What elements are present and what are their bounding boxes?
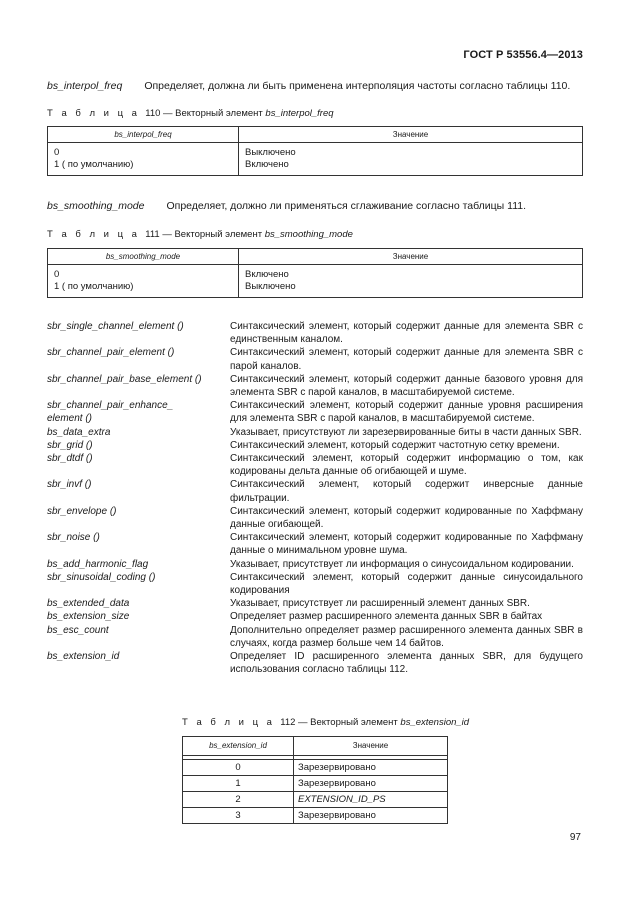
definition-row (47, 426, 583, 439)
definition-desc: Синтаксический элемент, который содержит данные уровня расширения для элемента SBR с парой каналов, в масштабируемой системе. (230, 400, 583, 425)
value-cell: Зарезервировано (294, 808, 448, 824)
definition-row (47, 531, 583, 557)
value-cell: Зарезервировано (294, 776, 448, 792)
header-cell-value: Значение (239, 127, 583, 143)
definition-desc: Указывает, присутствуют ли зарезервированные биты в части данных SBR. (230, 426, 582, 438)
definition-row (47, 439, 583, 452)
definition-term: sbr_envelope () (47, 505, 117, 517)
definition-term: sbr_channel_pair_base_element () (47, 373, 202, 385)
definition-desc: Синтаксический элемент, который содержит частотную сетку времени. (230, 439, 560, 451)
table-row (183, 792, 448, 808)
table-110 (47, 126, 583, 176)
definition-row (47, 597, 583, 610)
term-bs-interpol-freq (47, 80, 570, 92)
header-cell-value: Значение (239, 249, 583, 265)
definition-desc: Определяет ID расширенного элемента данных SBR, для будущего использования согласно таблицы 112. (230, 651, 583, 676)
definition-desc: Синтаксический элемент, который содержит информацию о том, как кодированы дельта данные об огибающей и шуме. (230, 453, 583, 478)
definition-row (47, 505, 583, 531)
standard-header: ГОСТ Р 53556.4—2013 (463, 49, 583, 61)
id-cell: 1 (183, 776, 294, 792)
id-cell: 3 (183, 808, 294, 824)
table-header-row (183, 737, 448, 756)
header-cell-name: bs_smoothing_mode (48, 249, 239, 265)
definition-term: sbr_single_channel_element () (47, 321, 184, 332)
definition-row (47, 571, 583, 597)
term-text: Определяет, должна ли быть применена интерполяция частоты согласно таблицы 110. (144, 80, 571, 92)
definition-term: sbr_channel_pair_enhance_ element () (47, 400, 174, 425)
table-header-row (48, 249, 583, 265)
id-cell: 0 (183, 760, 294, 776)
definition-term: sbr_sinusoidal_coding () (47, 571, 156, 583)
values-cell: 0 1 ( по умолчанию) (48, 265, 239, 298)
table-row (183, 808, 448, 824)
header-cell-value: Значение (294, 737, 448, 756)
definition-row (47, 610, 583, 623)
header-cell-id: bs_extension_id (183, 737, 294, 756)
term-bs-smoothing-mode (47, 200, 526, 212)
definition-term: sbr_dtdf () (47, 453, 93, 465)
definition-desc: Синтаксический элемент, который содержит данные синусоидального кодирования (230, 571, 583, 597)
definition-term: bs_extension_id (47, 651, 120, 663)
term-name: bs_interpol_freq (47, 80, 123, 92)
definition-term: sbr_invf () (47, 479, 92, 491)
definition-term: bs_extended_data (47, 598, 130, 610)
table-110-caption: Т а б л и ц а 110 — Векторный элемент bs_interpol_freq (47, 108, 334, 119)
definition-row (47, 650, 583, 676)
definition-term: sbr_noise () (47, 532, 100, 544)
definition-desc: Синтаксический элемент, который содержит данные для элемента SBR с парой каналов. (230, 347, 583, 372)
definition-desc: Определяет размер расширенного элемента данных SBR в байтах (230, 611, 543, 623)
definition-term: sbr_grid () (47, 439, 93, 451)
definitions-list (47, 320, 583, 676)
definition-row (47, 478, 583, 504)
header-cell-name: bs_interpol_freq (48, 127, 239, 143)
definition-desc: Дополнительно определяет размер расширенного элемента данных SBR в случаях, когда размер больше чем 14 байтов. (230, 624, 583, 649)
definition-term: sbr_channel_pair_element () (47, 347, 175, 359)
definition-desc: Синтаксический элемент, который содержит инверсные данные фильтрации. (230, 479, 583, 504)
value-cell: EXTENSION_ID_PS (294, 792, 448, 808)
term-text: Определяет, должно ли применяться сглаживание согласно таблицы 111. (166, 200, 527, 212)
definition-term: bs_esc_count (47, 624, 109, 636)
definition-desc: Указывает, присутствует ли расширенный элемент данных SBR. (230, 598, 530, 610)
definition-desc: Синтаксический элемент, который содержит кодированные по Хаффману данные огибающей. (230, 505, 583, 531)
definition-row (47, 373, 583, 399)
term-name: bs_smoothing_mode (47, 200, 145, 212)
table-112 (182, 736, 448, 824)
definition-term: bs_add_harmonic_flag (47, 558, 149, 570)
id-cell: 2 (183, 792, 294, 808)
table-112-caption: Т а б л и ц а 112 — Векторный элемент bs_extension_id (182, 717, 470, 728)
table-row (48, 143, 583, 176)
values-cell: 0 1 ( по умолчанию) (48, 143, 239, 176)
definition-desc: Синтаксический элемент, который содержит данные для элемента SBR с единственным каналом. (230, 321, 583, 346)
definition-row (47, 399, 583, 425)
table-row (183, 760, 448, 776)
definition-row (47, 624, 583, 650)
table-111-caption: Т а б л и ц а 111 — Векторный элемент bs_smoothing_mode (47, 229, 353, 240)
definition-desc: Синтаксический элемент, который содержит данные базового уровня для элемента SBR с парой каналов, в масштабируемой системе. (230, 373, 583, 399)
definition-desc: Синтаксический элемент, который содержит кодированные по Хаффману данные о минимальном уровне шума. (230, 532, 583, 557)
definition-row (47, 452, 583, 478)
table-row (48, 265, 583, 298)
meaning-cell: Включено Выключено (239, 265, 583, 298)
page-number: 97 (569, 832, 581, 843)
meaning-cell: Выключено Включено (239, 143, 583, 176)
definition-desc: Указывает, присутствует ли информация о синусоидальном кодировании. (230, 558, 574, 570)
table-header-row (48, 127, 583, 143)
table-row (183, 776, 448, 792)
definition-term: bs_extension_size (47, 611, 130, 623)
table-111 (47, 248, 583, 298)
definition-row (47, 320, 583, 346)
definition-row (47, 558, 583, 571)
definition-term: bs_data_extra (47, 426, 111, 438)
value-cell: Зарезервировано (294, 760, 448, 776)
definition-row (47, 346, 583, 372)
